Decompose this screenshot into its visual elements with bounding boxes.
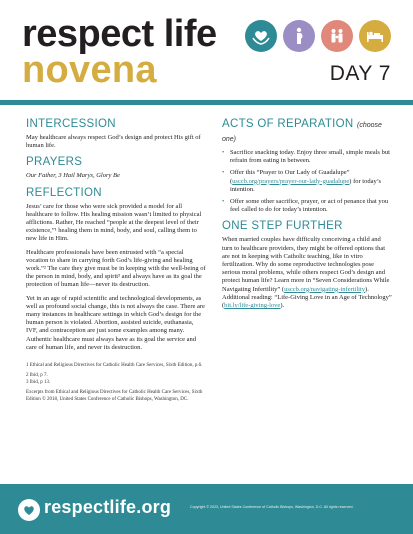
- reflection-paragraph-1: Jesus’ care for those who were sick provided a model for all healthcare to follow. His healing mission wasn’t limited to physical afflictions. Rather, He reached “people at the deepest level of their existence,”¹ healing them in mind, body, and soul, calling them to new life in Him.: [26, 202, 202, 243]
- infertility-link[interactable]: usccb.org/navigating-infertility: [284, 285, 366, 293]
- family-icon: [321, 20, 353, 52]
- title-novena: novena: [22, 49, 157, 91]
- footer: [0, 484, 413, 534]
- excerpt-credit: Excerpts from Ethical and Religious Directives for Catholic Health Care Services, Sixth Edition © 2018, United States Conference of Catholic Bishops, Washington, DC.: [26, 390, 203, 402]
- reflection-paragraph-2: Healthcare professionals have been entrusted with “a special vocation to share in carrying forth God’s life-giving and healing work.”² The care they give must be in keeping with the well-being of the person in mind, body, and spirit³ and always have as its goal the protection of human life—never its destruction.: [26, 248, 206, 289]
- one-step-further-text: When married couples have difficulty conceiving a child and turn to healthcare providers, they might be offered options that are not in keeping with Catholic teaching, like in vitro fertilization. Why do some reproductive technologies pose serious moral problems, while others respect God’s design and protect human life? Learn more in “Seven Considerations While Navigating Infertility” (usccb.org/navigating-infertility). Additional reading: “Life-Giving Love in an Age of Technology” (bit.ly/life-giving-love).: [222, 236, 392, 310]
- list-item: • Offer this “Prayer to Our Lady of Guadalupe” (usccb.org/prayers/prayer-our-lady-guadalupe) for today’s intention.: [222, 169, 392, 194]
- guadalupe-prayer-link[interactable]: usccb.org/prayers/prayer-our-lady-guadalupe: [232, 177, 350, 185]
- left-column: [26, 112, 206, 407]
- footnote-1: 1 Ethical and Religious Directives for Catholic Health Care Services, Sixth Edition, p.6.: [26, 363, 203, 369]
- list-item: • Offer some other sacrifice, prayer, or act of penance that you feel called to do for today’s intention.: [222, 198, 392, 214]
- header: [0, 0, 413, 95]
- footer-logo-text[interactable]: respectlife.org: [44, 497, 172, 517]
- reparation-list: [222, 149, 392, 214]
- reflection-paragraph-3: Yet in an age of rapid scientific and technological developments, as well as profound social change, this is not always the case. There are many instances in healthcare settings in which God’s design for the human person is violated. Abortion, assisted suicide, euthanasia, IVF, and contraception are just some examples among many. Authentic healthcare must always have as its goal the service and care of human life, and never its destruction.: [26, 294, 205, 351]
- footnote-3: 3 Ibid, p 13.: [26, 379, 51, 385]
- heart-hands-icon: [245, 20, 277, 52]
- header-divider: [0, 100, 413, 105]
- prayers-text: Our Father, 3 Hail Marys, Glory Be: [26, 172, 120, 180]
- intercession-text: May healthcare always respect God’s design and protect His gift of human life.: [26, 134, 201, 150]
- title-respect-life: respect life: [22, 13, 217, 55]
- pregnant-woman-icon: [283, 20, 315, 52]
- day-label: DAY 7: [329, 62, 391, 85]
- respect-life-logo-icon: [18, 499, 40, 521]
- prayers-heading: PRAYERS: [26, 156, 83, 169]
- reparation-heading: ACTS OF REPARATION (choose one): [222, 118, 382, 143]
- reparation-subheading: (choose one): [222, 122, 382, 143]
- reflection-heading: REFLECTION: [26, 186, 102, 199]
- life-giving-love-link[interactable]: bit.ly/life-giving-love: [224, 302, 281, 310]
- theme-icons: [245, 20, 391, 52]
- intercession-heading: INTERCESSION: [26, 118, 116, 130]
- right-column: [222, 112, 392, 315]
- footnote-2: 2 Ibid, p 7.: [26, 373, 48, 379]
- copyright-text: Copyright © 2023, United States Conference of Catholic Bishops, Washington, D.C. All rights reserved.: [190, 505, 354, 509]
- hospital-bed-icon: [359, 20, 391, 52]
- list-item: • Sacrifice snacking today. Enjoy three small, simple meals but refrain from eating in between.: [222, 149, 392, 165]
- one-step-further-heading: ONE STEP FURTHER: [222, 220, 343, 233]
